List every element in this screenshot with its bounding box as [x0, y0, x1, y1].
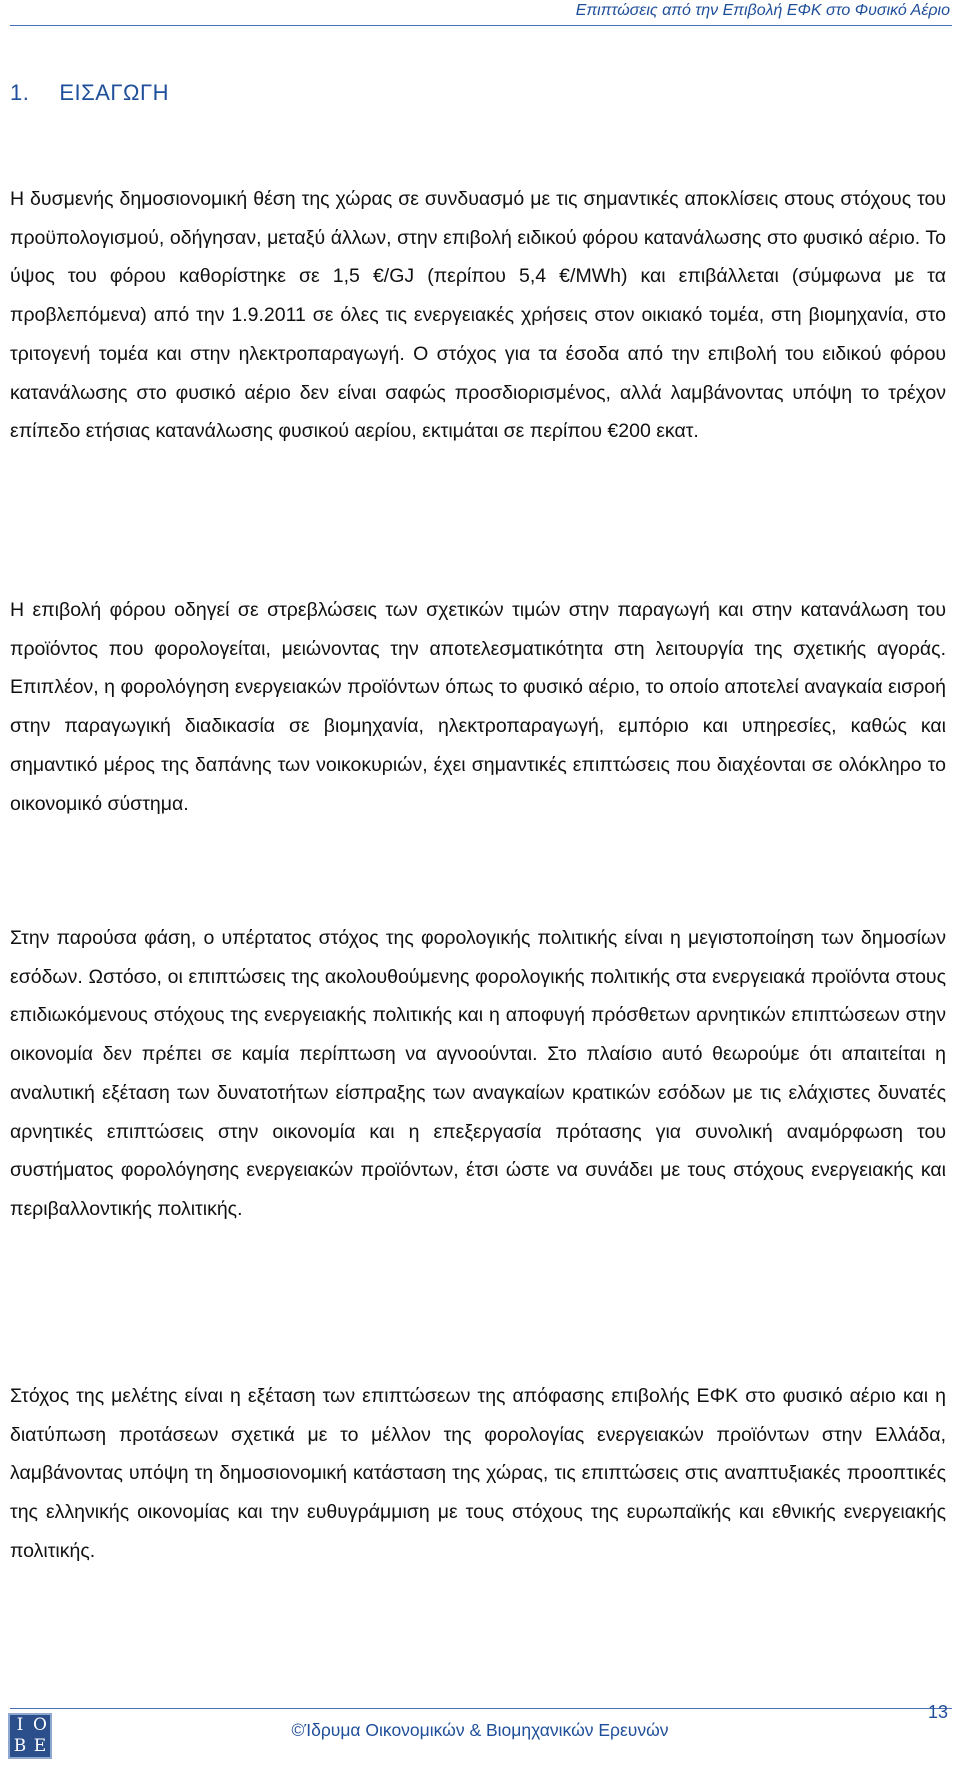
paragraph-text: Στην παρούσα φάση, ο υπέρτατος στόχος της φορολογικής πολιτικής είναι η μεγιστοποίηση των δημοσίων εσόδων. Ωστόσο, οι επιπτώσεις της ακολουθούμενης φορολογικής πολιτικής στα ενεργειακά προϊόντα στους επιδιωκόμενους στόχους της ενεργειακής πολιτικής και η αποφυγή πρόσθετων αρνητικών επιπτώσεων στην οικονομία δεν πρέπει σε καμία περίπτωση να αγνοούνται. Στο πλαίσιο αυτό θεωρούμε ότι απαιτείται η αναλυτική εξέταση των δυνατοτήτων είσπραξης των αναγκαίων κρατικών εσόδων με τις ελάχιστες δυνατές αρνητικές επιπτώσεις στην οικονομία και η επεξεργασία πρότασης για συνολική αναμόρφωση του συστήματος φορολόγησης ενεργειακών προϊόντων, έτσι ώστε να συνάδει με τους στόχους ενεργειακής και περιβαλλοντικής πολιτικής. — [10, 927, 946, 1220]
section-heading — [10, 80, 169, 106]
section-number: 1. — [10, 80, 30, 105]
logo-letter: Ι — [16, 1715, 24, 1735]
paragraph — [10, 919, 946, 1229]
logo-letter: Ε — [33, 1736, 47, 1756]
section-title: ΕΙΣΑΓΩΓΗ — [59, 80, 169, 105]
page-number: 13 — [927, 1702, 948, 1722]
paragraph — [10, 180, 946, 451]
running-header: Επιπτώσεις από την Επιβολή ΕΦΚ στο Φυσικό Αέριο — [575, 2, 950, 19]
paragraph — [10, 1377, 946, 1571]
header-divider — [10, 25, 952, 26]
paragraph-text: Η επιβολή φόρου οδηγεί σε στρεβλώσεις των σχετικών τιμών στην παραγωγή και στην κατανάλωση του προϊόντος που φορολογείται, μειώνοντας την αποτελεσματικότητα στη λειτουργία της σχετικής αγοράς. Επιπλέον, η φορολόγηση ενεργειακών προϊόντων όπως το φυσικό αέριο, το οποίο αποτελεί αναγκαία εισροή στην παραγωγική διαδικασία σε βιομηχανία, ηλεκτροπαραγωγή, εμπόριο και υπηρεσίες, καθώς και σημαντικό μέρος της δαπάνης των νοικοκυριών, έχει σημαντικές επιπτώσεις που διαχέονται σε ολόκληρο το οικονομικό σύστημα. — [10, 599, 946, 815]
paragraph-text: Η δυσμενής δημοσιονομική θέση της χώρας σε συνδυασμό με τις σημαντικές αποκλίσεις στους στόχους του προϋπολογισμού, οδήγησαν, μεταξύ άλλων, στην επιβολή ειδικού φόρου κατανάλωσης στο φυσικό αέριο. Το ύψος του φόρου καθορίστηκε σε 1,5 €/GJ (περίπου 5,4 €/MWh) και επιβάλλεται (σύμφωνα με τα προβλεπόμενα) από την 1.9.2011 σε όλες τις ενεργειακές χρήσεις στον οικιακό τομέα, στη βιομηχανία, στο τριτογενή τομέα και στην ηλεκτροπαραγωγή. Ο στόχος για τα έσοδα από την επιβολή του ειδικού φόρου κατανάλωσης στο φυσικό αέριο δεν είναι σαφώς προσδιορισμένος, αλλά λαμβάνοντας υπόψη το τρέχον επίπεδο ετήσιας κατανάλωσης φυσικού αερίου, εκτιμάται σε περίπου €200 εκατ. — [10, 188, 946, 443]
logo-letter: Β — [13, 1736, 27, 1756]
footer-divider — [10, 1708, 952, 1709]
paragraph — [10, 591, 946, 823]
paragraph-text: Στόχος της μελέτης είναι η εξέταση των επιπτώσεων της απόφασης επιβολής ΕΦΚ στο φυσικό αέριο και η διατύπωση προτάσεων σχετικά με το μέλλον της φορολογίας ενεργειακών προϊόντων στην Ελλάδα, λαμβάνοντας υπόψη τη δημοσιονομική κατάσταση της χώρας, τις επιπτώσεις στις αναπτυξιακές προοπτικές της ελληνικής οικονομίας και την ευθυγράμμιση με τους στόχους της ευρωπαϊκής και εθνικής ενεργειακής πολιτικής. — [10, 1385, 946, 1562]
footer-organization: ©Ίδρυμα Οικονομικών & Βιομηχανικών Ερευνών — [291, 1720, 669, 1740]
logo-letter: Ο — [33, 1715, 47, 1735]
